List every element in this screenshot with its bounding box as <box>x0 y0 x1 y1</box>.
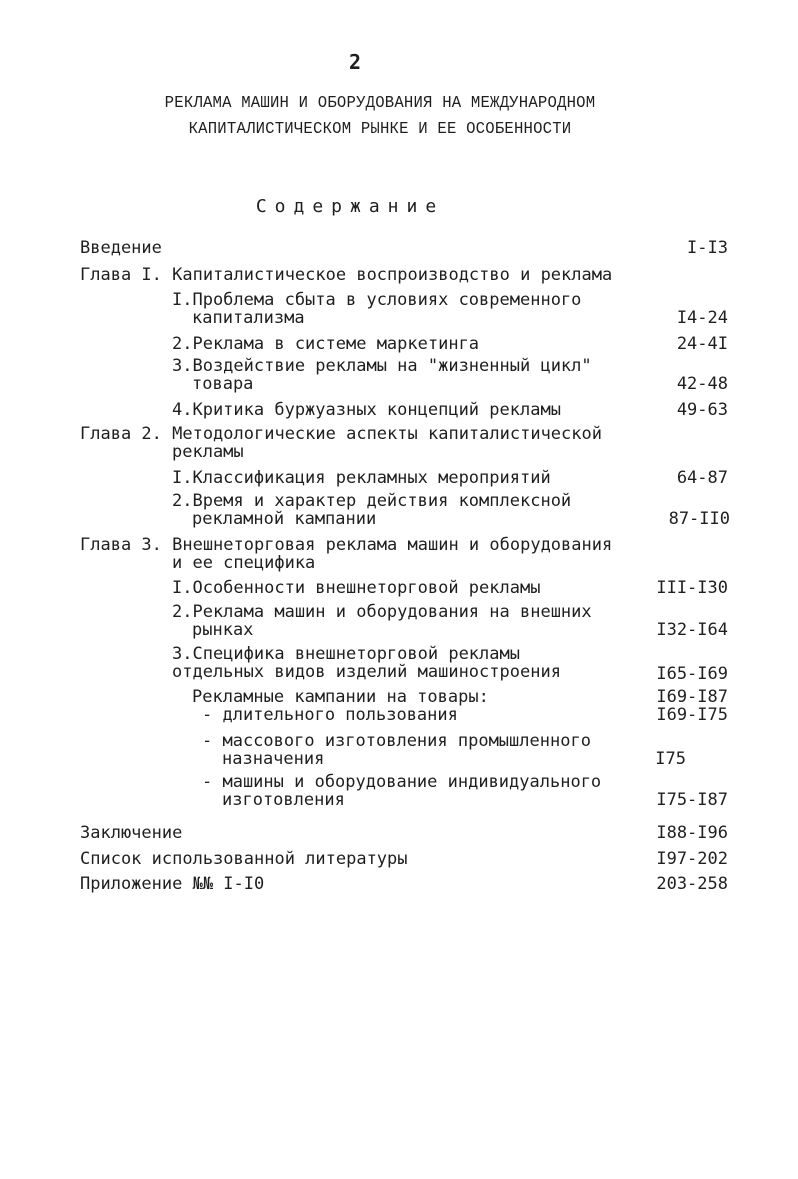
toc-label-cont: назначения <box>222 749 325 769</box>
toc-label: - машины и оборудование индивидуального <box>202 772 602 792</box>
toc-label: 4.Критика буржуазных концепций рекламы <box>172 400 561 420</box>
toc-pages: 42-48 <box>676 374 728 394</box>
toc-label-cont: рынках <box>192 620 254 640</box>
title-line-2: КАПИТАЛИСТИЧЕСКОМ РЫНКЕ И ЕЕ ОСОБЕННОСТИ <box>188 120 572 139</box>
toc-label: I.Особенности внешнеторговой рекламы <box>172 578 541 598</box>
toc-label-cont: товара <box>192 374 254 394</box>
toc-label-cont: рекламы <box>172 442 244 462</box>
toc-pages: I75-I87 <box>656 790 728 810</box>
toc-pages: I88-I96 <box>656 823 728 843</box>
toc-label-cont: и ее специфика <box>172 553 316 573</box>
page-number: 2 <box>348 50 362 74</box>
toc-pages: 24-4I <box>676 334 728 354</box>
toc-label: 3.Специфика внешнеторговой рекламы <box>172 644 520 664</box>
toc-pages: 49-63 <box>676 400 728 420</box>
toc-label: Рекламные кампании на товары: <box>192 687 489 707</box>
toc-pages: I97-202 <box>656 849 728 869</box>
title-line-1: РЕКЛАМА МАШИН И ОБОРУДОВАНИЯ НА МЕЖДУНАРОДНОМ <box>164 94 596 113</box>
toc-pages: I75 <box>655 749 686 769</box>
toc-label: - длительного пользования <box>202 705 458 725</box>
toc-label: Глава 3. Внешнеторговая реклама машин и оборудования <box>80 535 613 555</box>
contents-heading: Содержание <box>255 196 445 217</box>
toc-label: I.Классификация рекламных мероприятий <box>172 468 551 488</box>
toc-label-cont: капитализма <box>192 308 305 328</box>
toc-pages: I-I3 <box>687 238 728 258</box>
toc-pages: I65-I69 <box>656 664 728 684</box>
toc-pages: 64-87 <box>676 468 728 488</box>
toc-label: 2.Реклама машин и оборудования на внешних <box>172 602 592 622</box>
toc-pages: I69-I87 <box>656 687 728 707</box>
toc-pages: 203-258 <box>656 874 728 894</box>
toc-pages: I32-I64 <box>656 620 728 640</box>
toc-pages: 87-II0 <box>668 509 730 529</box>
toc-pages: I4-24 <box>676 308 728 328</box>
toc-label: Приложение №№ I-I0 <box>80 874 265 894</box>
toc-label-cont: рекламной кампании <box>192 509 377 529</box>
toc-label: Глава 2. Методологические аспекты капиталистической <box>80 424 602 444</box>
toc-pages: I69-I75 <box>656 705 728 725</box>
toc-pages: III-I30 <box>656 578 728 598</box>
toc-label: Введение <box>80 238 162 258</box>
toc-label: - массового изготовления промышленного <box>202 731 591 751</box>
toc-label-cont: изготовления <box>222 790 345 810</box>
toc-label: Глава I. Капиталистическое воспроизводство и реклама <box>80 265 613 285</box>
toc-label-cont: отдельных видов изделий машиностроения <box>172 662 561 682</box>
toc-label: 2.Время и характер действия комплексной <box>172 491 572 511</box>
toc-label: 3.Воздействие рекламы на "жизненный цикл" <box>172 356 592 376</box>
toc-label: Список использованной литературы <box>80 849 408 869</box>
toc-label: Заключение <box>80 823 183 843</box>
toc-label: 2.Реклама в системе маркетинга <box>172 334 480 354</box>
toc-label: I.Проблема сбыта в условиях современного <box>172 290 582 310</box>
